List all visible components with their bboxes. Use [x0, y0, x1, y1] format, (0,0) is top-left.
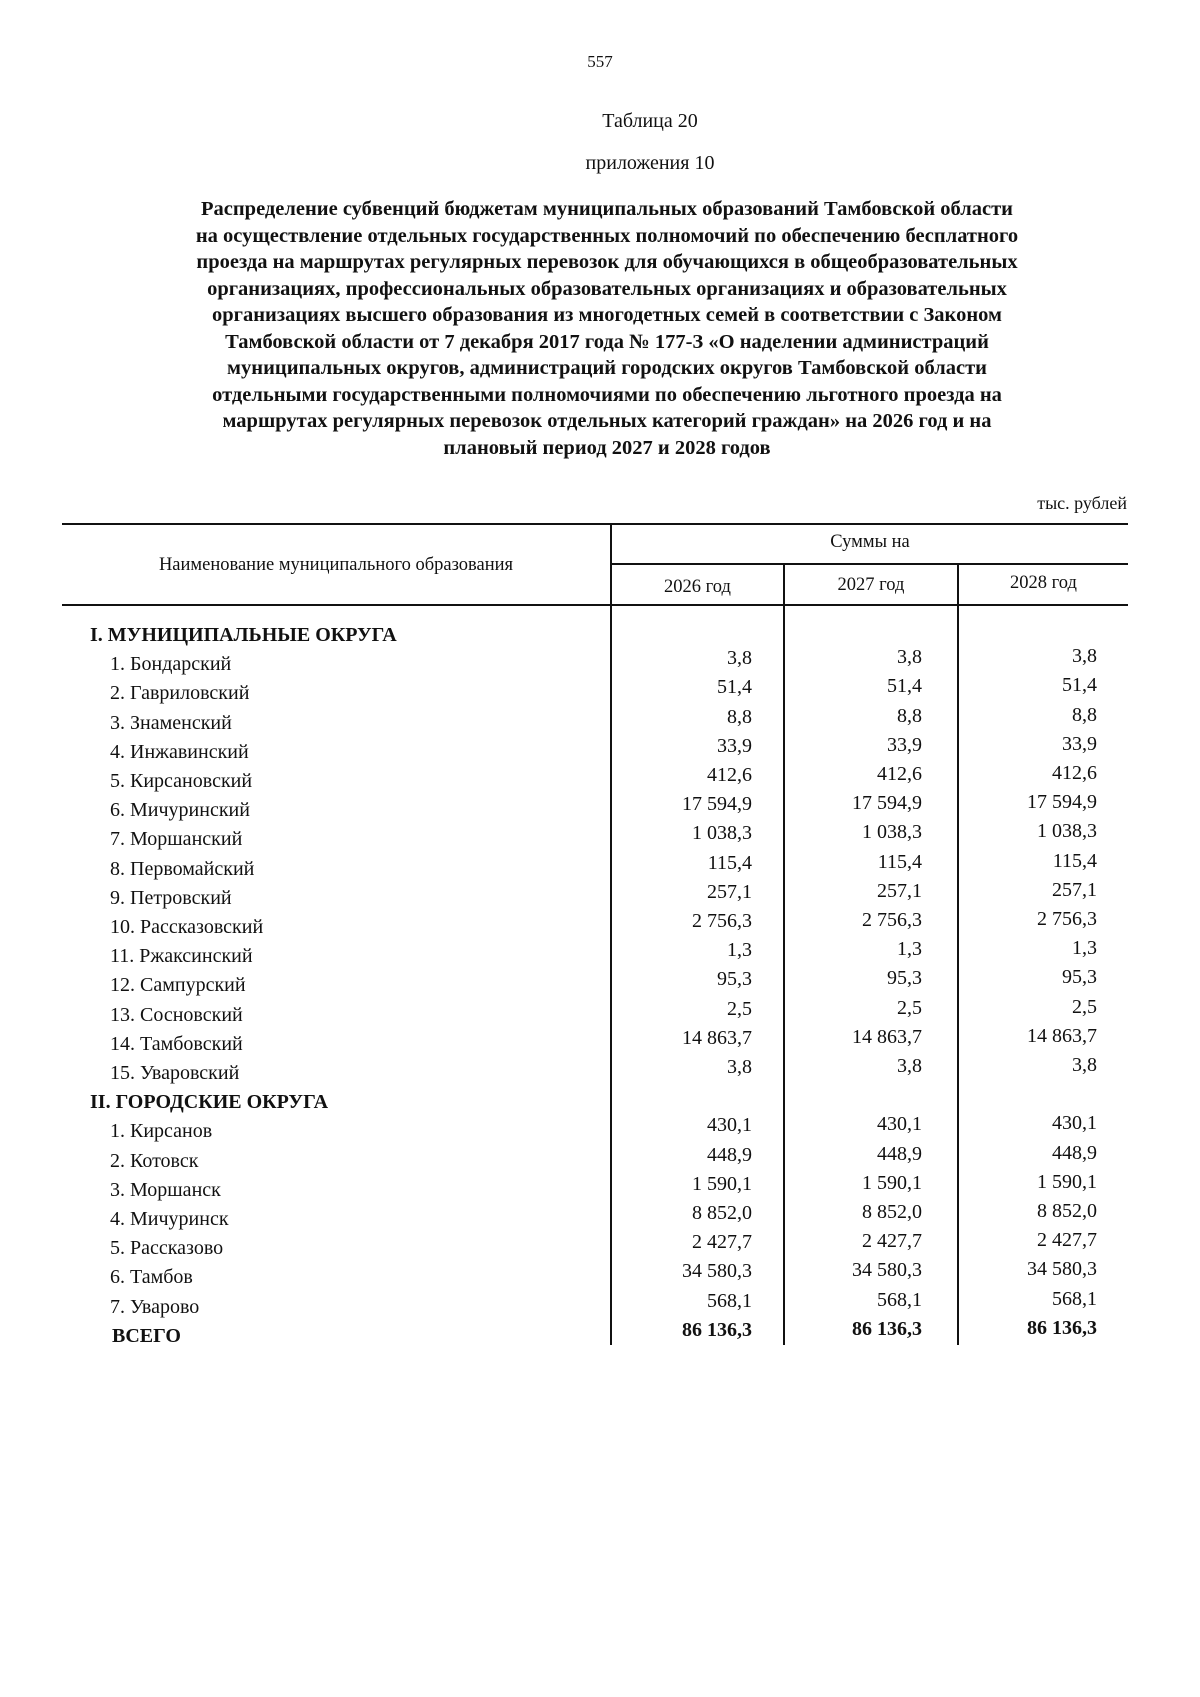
value-2027: 2 756,3	[862, 909, 922, 931]
row-name: 4. Мичуринск	[110, 1208, 229, 1230]
value-2027: 14 863,7	[852, 1025, 922, 1048]
value-2027: 1 590,1	[862, 1171, 922, 1194]
title-line: Тамбовской области от 7 декабря 2017 года № 177-З «О наделении администраций	[225, 330, 989, 353]
row-name: 3. Моршанск	[110, 1178, 221, 1201]
row-name: 2. Гавриловский	[110, 682, 250, 705]
value-2026: 34 580,3	[682, 1260, 752, 1283]
table-top-rule	[62, 523, 1128, 525]
value-2027: 257,1	[877, 879, 922, 902]
header-year-2026: 2026 год	[664, 577, 731, 597]
value-2028: 1,3	[1072, 937, 1097, 960]
value-2028: 33,9	[1062, 732, 1097, 755]
header-sums-group: Суммы на	[830, 532, 910, 552]
value-2026: 115,4	[707, 851, 752, 874]
value-2028: 8 852,0	[1037, 1200, 1097, 1222]
value-2027: 95,3	[887, 967, 922, 990]
appendix-label: приложения 10	[585, 152, 715, 174]
title-line: маршрутах регулярных перевозок отдельных категорий граждан» на 2026 год и на	[222, 410, 992, 432]
row-name: 10. Рассказовский	[110, 916, 264, 938]
value-2028: 257,1	[1052, 878, 1097, 901]
value-2027: 33,9	[887, 733, 922, 756]
value-2028: 568,1	[1052, 1287, 1097, 1310]
value-2028: 86 136,3	[1027, 1316, 1097, 1339]
row-name: 4. Инжавинский	[110, 740, 249, 763]
value-2028: 412,6	[1052, 762, 1097, 784]
header-name-column: Наименование муниципального образования	[158, 555, 514, 575]
section-heading: I. МУНИЦИПАЛЬНЫЕ ОКРУГА	[90, 624, 397, 646]
value-2027: 8 852,0	[862, 1201, 922, 1223]
value-2026: 17 594,9	[682, 793, 752, 816]
value-2028: 1 590,1	[1037, 1170, 1097, 1193]
title-line: муниципальных округов, администраций городских округов Тамбовской области	[227, 357, 987, 379]
row-name: 2. Котовск	[110, 1149, 199, 1172]
value-2028: 95,3	[1062, 966, 1097, 989]
row-name: 1. Кирсанов	[110, 1120, 213, 1143]
value-2028: 17 594,9	[1027, 791, 1097, 814]
header-bottom-rule	[62, 604, 1128, 606]
value-2028: 14 863,7	[1027, 1024, 1097, 1047]
value-2028: 1 038,3	[1037, 820, 1097, 843]
row-name: 6. Тамбов	[110, 1266, 193, 1289]
value-2026: 2,5	[727, 997, 752, 1020]
value-2026: 568,1	[707, 1289, 752, 1312]
value-2026: 3,8	[727, 647, 752, 670]
row-name: 6. Мичуринский	[110, 799, 250, 822]
value-2026: 1,3	[727, 939, 752, 962]
row-name: 5. Рассказово	[110, 1237, 224, 1260]
row-name: 8. Первомайский	[110, 857, 255, 880]
row-name: 1. Бондарский	[110, 653, 232, 676]
row-name: ВСЕГО	[112, 1324, 181, 1347]
value-2026: 448,9	[707, 1143, 752, 1166]
value-2027: 2,5	[897, 996, 922, 1019]
row-name: 11. Ржаксинский	[110, 945, 253, 968]
value-2026: 86 136,3	[682, 1318, 752, 1341]
value-2026: 257,1	[707, 880, 752, 903]
value-2027: 1 038,3	[862, 821, 922, 844]
value-2026: 51,4	[717, 676, 752, 699]
title-line: Распределение субвенций бюджетам муниципальных образований Тамбовской области	[201, 198, 1013, 220]
value-2026: 2 756,3	[692, 910, 752, 932]
value-2027: 568,1	[877, 1288, 922, 1311]
units-label: тыс. рублей	[1037, 493, 1127, 513]
value-2028: 448,9	[1052, 1141, 1097, 1164]
value-2027: 86 136,3	[852, 1317, 922, 1340]
row-name: 13. Сосновский	[110, 1003, 243, 1026]
total-row	[0, 1316, 1200, 1354]
row-name: 5. Кирсановский	[110, 770, 253, 792]
value-2026: 2 427,7	[692, 1231, 752, 1254]
value-2027: 17 594,9	[852, 792, 922, 815]
row-name: 12. Сампурский	[110, 974, 246, 997]
value-2028: 115,4	[1052, 849, 1097, 872]
row-name: 3. Знаменский	[110, 711, 232, 734]
value-2026: 3,8	[727, 1056, 752, 1078]
title-line: отдельными государственными полномочиями по обеспечению льготного проезда на	[212, 383, 1002, 406]
title-line: организациях высшего образования из многодетных семей в соответствии с Законом	[212, 304, 1002, 326]
section-heading: II. ГОРОДСКИЕ ОКРУГА	[90, 1091, 329, 1114]
value-2026: 412,6	[707, 764, 752, 786]
row-name: 7. Уварово	[110, 1295, 200, 1318]
title-line: на осуществление отдельных государственных полномочий по обеспечению бесплатного	[195, 224, 1019, 247]
value-2026: 14 863,7	[682, 1026, 752, 1049]
value-2028: 2 756,3	[1037, 908, 1097, 930]
value-2027: 34 580,3	[852, 1259, 922, 1282]
value-2027: 8,8	[897, 704, 922, 727]
value-2026: 33,9	[717, 734, 752, 757]
title-line: плановый период 2027 и 2028 годов	[443, 436, 771, 459]
value-2026: 1 038,3	[692, 822, 752, 845]
value-2027: 2 427,7	[862, 1230, 922, 1253]
document-title	[92, 196, 1122, 461]
header-year-2028: 2028 год	[1010, 573, 1077, 593]
header-mid-rule	[612, 563, 1128, 565]
title-line: организациях, профессиональных образовательных организациях и образовательных	[207, 277, 1007, 300]
value-2027: 3,8	[897, 1055, 922, 1077]
value-2028: 430,1	[1052, 1112, 1097, 1135]
value-2028: 51,4	[1062, 674, 1097, 697]
row-name: 7. Моршанский	[110, 828, 243, 851]
value-2027: 412,6	[877, 763, 922, 785]
value-2027: 1,3	[897, 938, 922, 961]
value-2028: 2 427,7	[1037, 1229, 1097, 1252]
value-2027: 3,8	[897, 646, 922, 669]
header-year-2027: 2027 год	[837, 575, 905, 595]
row-name: 15. Уваровский	[110, 1062, 240, 1084]
table-label: Таблица 20	[602, 110, 698, 132]
value-2027: 115,4	[877, 850, 922, 873]
page-number: 557	[587, 52, 613, 71]
value-2028: 8,8	[1072, 703, 1097, 726]
value-2026: 8,8	[727, 705, 752, 728]
row-name: 9. Петровский	[110, 886, 232, 909]
value-2027: 430,1	[877, 1113, 922, 1136]
value-2027: 448,9	[877, 1142, 922, 1165]
value-2028: 3,8	[1072, 645, 1097, 668]
value-2026: 8 852,0	[692, 1202, 752, 1224]
value-2027: 51,4	[887, 675, 922, 698]
value-2026: 1 590,1	[692, 1172, 752, 1195]
value-2028: 3,8	[1072, 1054, 1097, 1076]
title-line: проезда на маршрутах регулярных перевозок для обучающихся в общеобразовательных	[196, 251, 1018, 273]
value-2026: 95,3	[717, 968, 752, 991]
row-name: 14. Тамбовский	[110, 1032, 243, 1055]
value-2028: 2,5	[1072, 995, 1097, 1018]
table-row	[0, 1054, 1200, 1091]
value-2028: 34 580,3	[1027, 1258, 1097, 1281]
value-2026: 430,1	[707, 1114, 752, 1137]
